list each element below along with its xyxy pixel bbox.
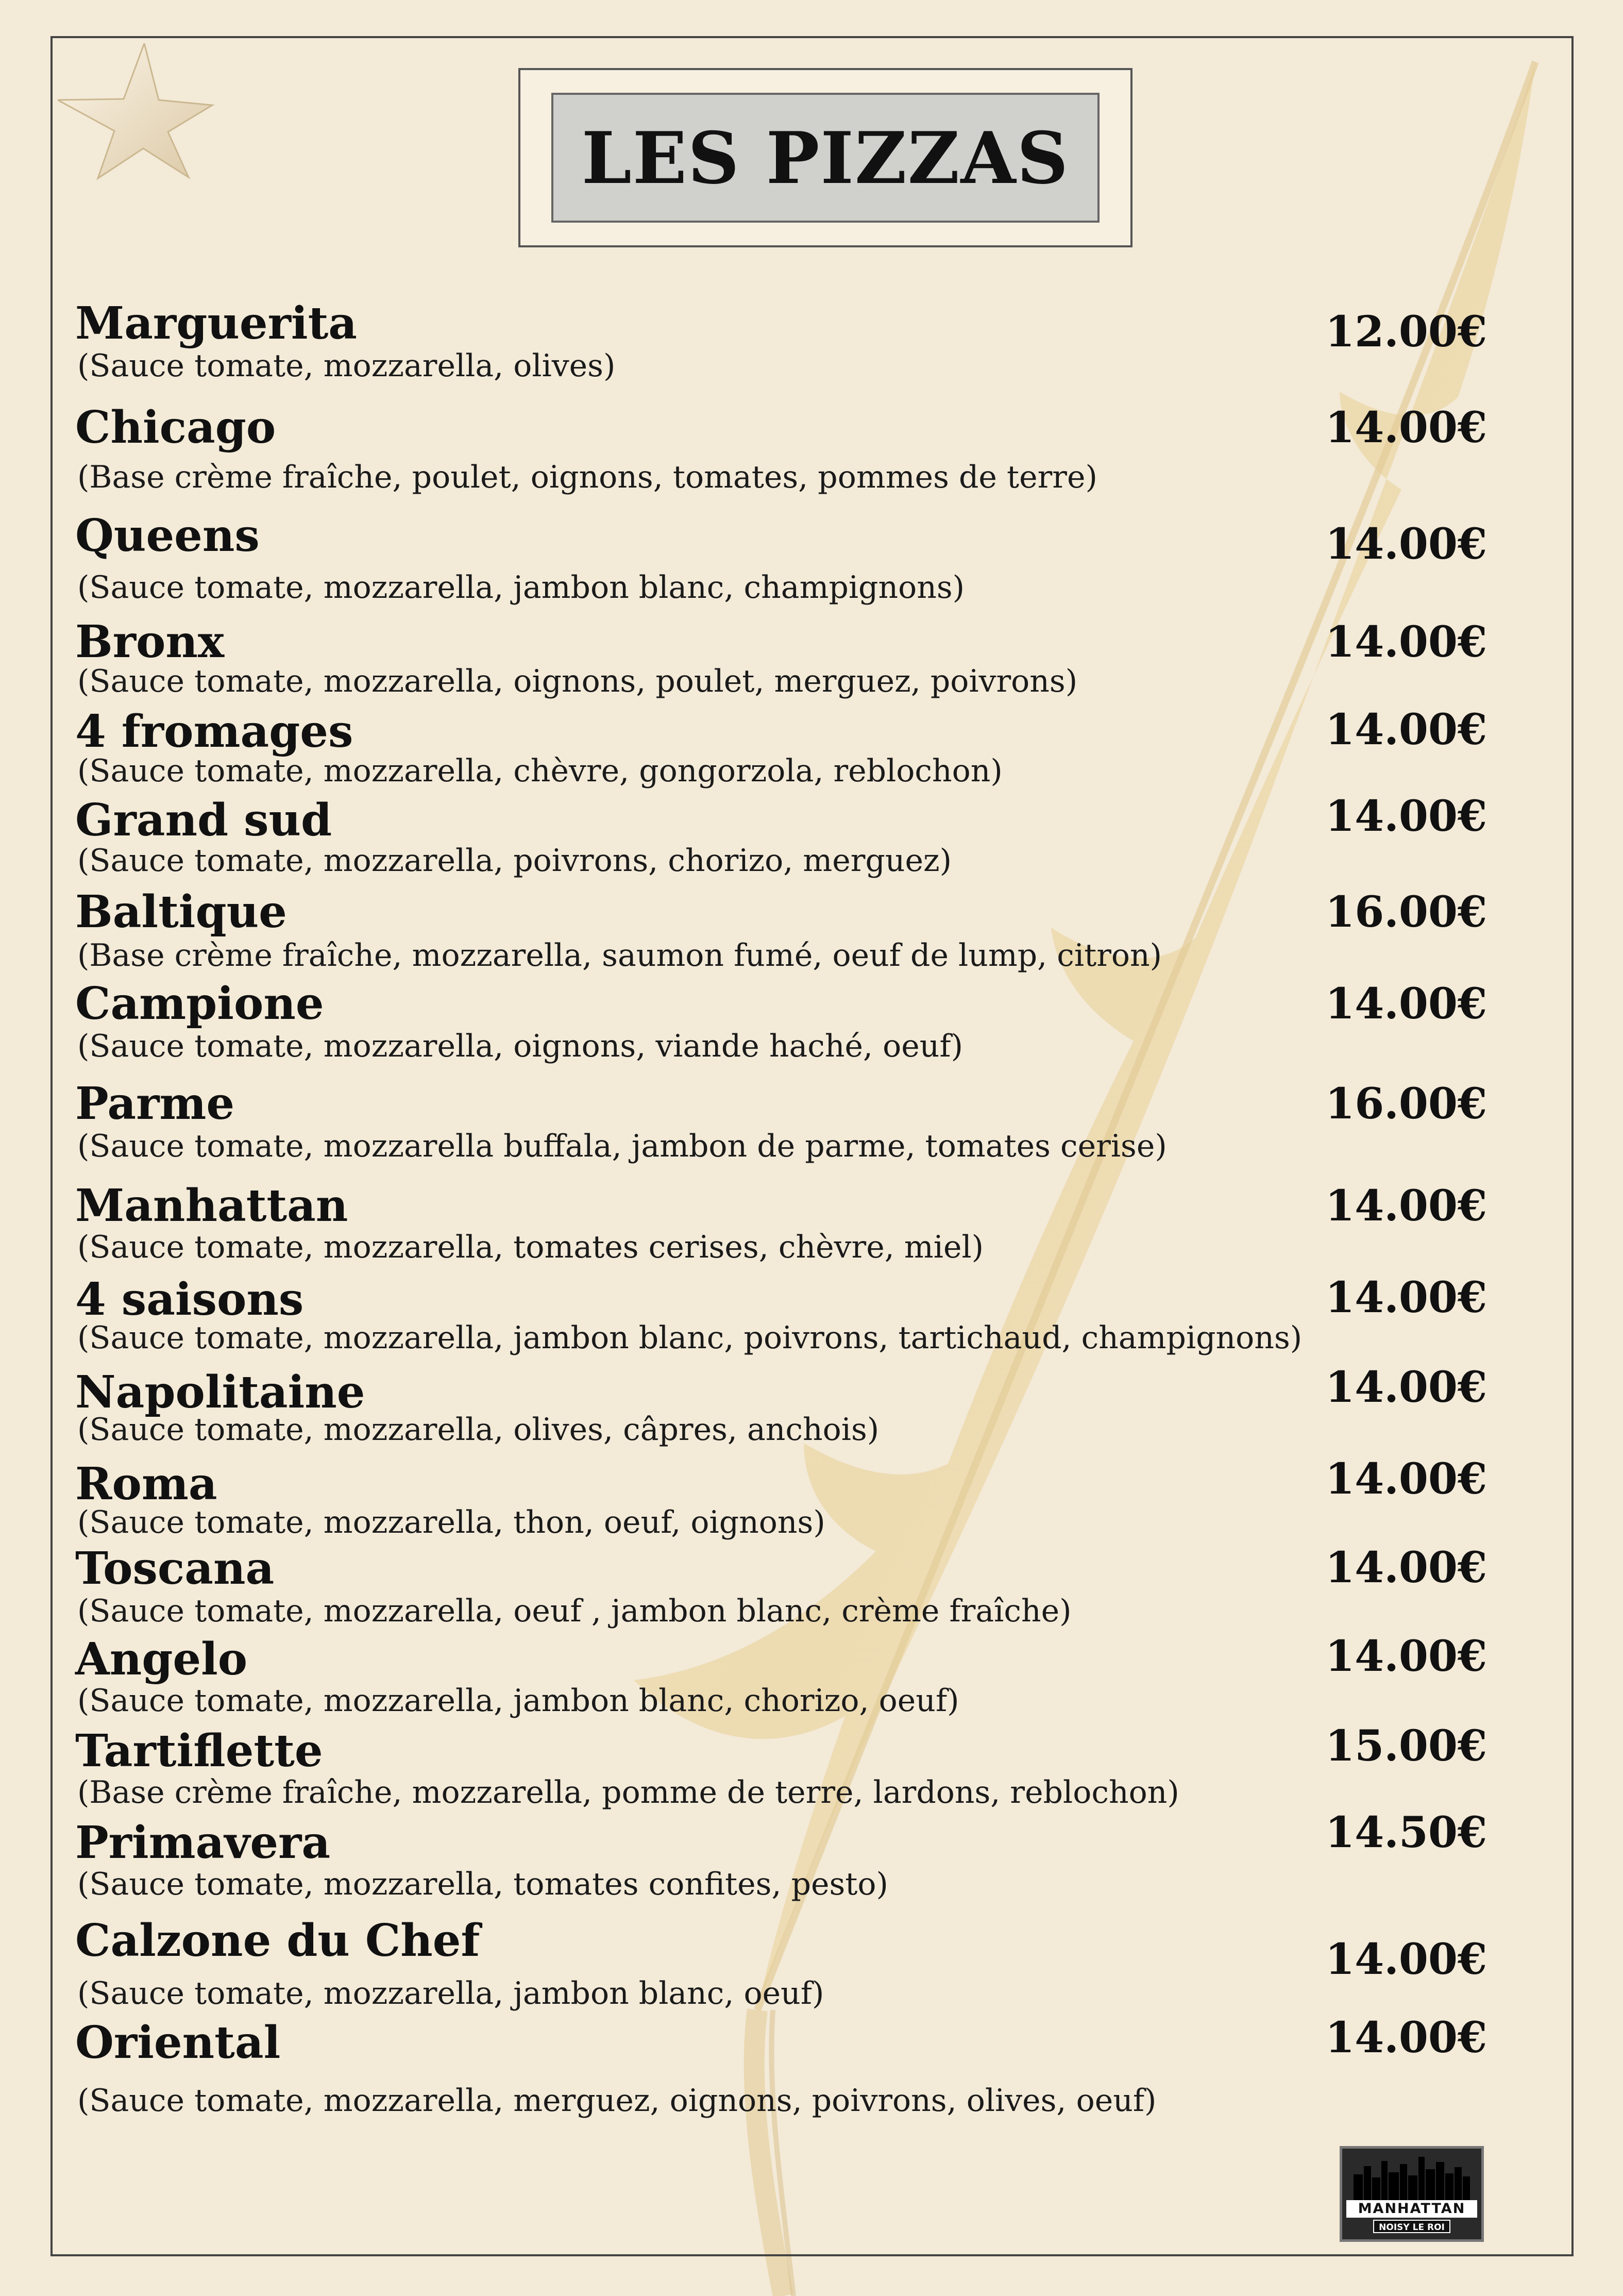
pizza-name: Primavera <box>75 1817 331 1869</box>
star-icon <box>58 43 223 188</box>
pizza-name: Toscana <box>75 1543 275 1595</box>
pizza-ingredients: (Sauce tomate, mozzarella, jambon blanc, oeuf) <box>77 1975 824 2012</box>
pizza-price: 14.50€ <box>1325 1808 1487 1857</box>
pizza-name: Campione <box>75 978 324 1030</box>
pizza-price: 14.00€ <box>1325 403 1487 453</box>
manhattan-logo <box>1340 2146 1484 2242</box>
pizza-name: 4 saisons <box>75 1273 304 1326</box>
logo-text: MANHATTAN <box>1346 2200 1477 2218</box>
pizza-name: 4 fromages <box>75 706 353 758</box>
pizza-ingredients: (Sauce tomate, mozzarella, thon, oeuf, oignons) <box>77 1504 825 1540</box>
pizza-price: 14.00€ <box>1325 705 1487 755</box>
pizza-price: 14.00€ <box>1325 1935 1487 1984</box>
pizza-name: Calzone du Chef <box>75 1915 480 1967</box>
menu-item <box>75 2013 1487 2123</box>
pizza-ingredients: (Sauce tomate, mozzarella, jambon blanc, champignons) <box>77 569 965 606</box>
pizza-ingredients: (Sauce tomate, mozzarella buffala, jambon de parme, tomates cerise) <box>77 1128 1167 1164</box>
menu-item <box>75 706 1487 794</box>
menu-item <box>75 792 1487 883</box>
pizza-price: 14.00€ <box>1325 792 1487 841</box>
pizza-ingredients: (Sauce tomate, mozzarella, tomates cerises, chèvre, miel) <box>77 1229 984 1265</box>
menu-item <box>75 886 1487 978</box>
pizza-ingredients: (Sauce tomate, mozzarella, jambon blanc, poivrons, tartichaud, champignons) <box>77 1320 1303 1356</box>
pizza-price: 12.00€ <box>1325 307 1487 357</box>
pizza-name: Napolitaine <box>75 1366 365 1418</box>
pizza-ingredients: (Base crème fraîche, mozzarella, saumon fumé, oeuf de lump, citron) <box>77 937 1162 974</box>
title-box <box>551 93 1100 223</box>
pizza-price: 14.00€ <box>1325 1543 1487 1593</box>
pizza-name: Angelo <box>75 1633 248 1685</box>
menu-item <box>75 1078 1487 1169</box>
pizza-name: Bronx <box>75 616 225 668</box>
pizza-ingredients: (Sauce tomate, mozzarella, oignons, poulet, merguez, poivrons) <box>77 663 1078 699</box>
skyline-icon <box>1342 2149 1481 2200</box>
pizza-ingredients: (Sauce tomate, mozzarella, oignons, viande haché, oeuf) <box>77 1028 963 1064</box>
menu-item <box>75 1363 1487 1452</box>
pizza-ingredients: (Sauce tomate, mozzarella, olives, câpres, anchois) <box>77 1412 880 1448</box>
pizza-price: 14.00€ <box>1325 1454 1487 1504</box>
pizza-price: 14.00€ <box>1325 979 1487 1029</box>
logo-subtext: NOISY LE ROI <box>1373 2220 1450 2233</box>
pizza-price: 16.00€ <box>1325 887 1487 937</box>
pizza-name: Grand sud <box>75 794 332 846</box>
pizza-price: 14.00€ <box>1325 617 1487 667</box>
menu-item <box>75 1454 1487 1545</box>
menu-item <box>75 1808 1487 1907</box>
pizza-name: Oriental <box>75 2017 281 2069</box>
menu-item <box>75 1721 1487 1815</box>
pizza-price: 14.00€ <box>1325 1181 1487 1231</box>
pizza-ingredients: (Sauce tomate, mozzarella, poivrons, chorizo, merguez) <box>77 843 952 879</box>
pizza-ingredients: (Sauce tomate, mozzarella, tomates confites, pesto) <box>77 1866 888 1902</box>
pizza-name: Baltique <box>75 886 287 938</box>
pizza-ingredients: (Base crème fraîche, mozzarella, pomme de terre, lardons, reblochon) <box>77 1774 1179 1811</box>
pizza-name: Tartiflette <box>75 1725 323 1777</box>
pizza-price: 15.00€ <box>1325 1721 1487 1771</box>
page-title: LES PIZZAS <box>581 115 1070 200</box>
pizza-ingredients: (Sauce tomate, mozzarella, jambon blanc, chorizo, oeuf) <box>77 1683 959 1719</box>
pizza-name: Parme <box>75 1078 235 1130</box>
pizza-ingredients: (Sauce tomate, mozzarella, chèvre, gongorzola, reblochon) <box>77 753 1003 789</box>
pizza-ingredients: (Sauce tomate, mozzarella, oeuf , jambon blanc, crème fraîche) <box>77 1593 1072 1629</box>
pizza-name: Marguerita <box>75 297 358 349</box>
pizza-name: Chicago <box>75 401 276 454</box>
pizza-price: 14.00€ <box>1325 1363 1487 1412</box>
menu-item <box>75 616 1487 704</box>
menu-item <box>75 510 1487 610</box>
menu-item <box>75 1274 1487 1361</box>
menu-item <box>75 1543 1487 1634</box>
pizza-ingredients: (Sauce tomate, mozzarella, olives) <box>77 348 616 384</box>
menu-item <box>75 978 1487 1069</box>
menu-item <box>75 1180 1487 1270</box>
title-frame <box>518 68 1132 247</box>
pizza-ingredients: (Base crème fraîche, poulet, oignons, tomates, pommes de terre) <box>77 459 1097 495</box>
pizza-price: 14.00€ <box>1325 519 1487 569</box>
menu-item <box>75 298 1487 389</box>
menu-item <box>75 1915 1487 2016</box>
pizza-name: Roma <box>75 1458 217 1510</box>
pizza-name: Manhattan <box>75 1180 348 1232</box>
menu-item <box>75 1634 1487 1723</box>
pizza-ingredients: (Sauce tomate, mozzarella, merguez, oignons, poivrons, olives, oeuf) <box>77 2083 1157 2119</box>
pizza-price: 14.00€ <box>1325 1273 1487 1322</box>
pizza-name: Queens <box>75 510 260 562</box>
pizza-price: 16.00€ <box>1325 1079 1487 1129</box>
pizza-price: 14.00€ <box>1325 1632 1487 1681</box>
pizza-price: 14.00€ <box>1325 2013 1487 2063</box>
menu-item <box>75 402 1487 500</box>
